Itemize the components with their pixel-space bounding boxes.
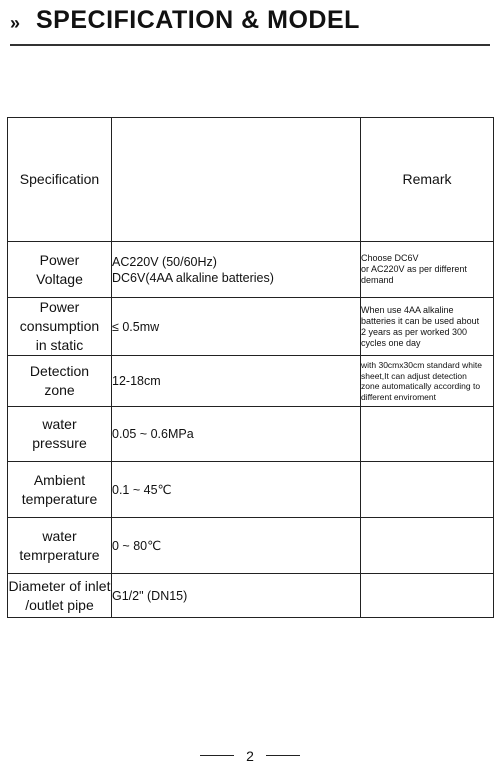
footer-rule-left — [200, 755, 234, 756]
row-remark: When use 4AA alkaline batteries it can be used about 2 years as per worked 300 cycles one day — [361, 298, 494, 356]
row-remark: with 30cmx30cm standard white sheet,It can adjust detection zone automatically according to different enviroment — [361, 356, 494, 407]
table-row-power-consumption — [8, 298, 494, 356]
page-header — [10, 4, 490, 46]
table-header-row — [8, 118, 494, 242]
row-remark — [361, 407, 494, 462]
row-remark — [361, 462, 494, 518]
header-specification: Specification — [8, 118, 112, 242]
page-title: SPECIFICATION & MODEL — [36, 6, 360, 34]
row-remark: Choose DC6V or AC220V as per different demand — [361, 242, 494, 298]
header-remark: Remark — [361, 118, 494, 242]
footer-rule-right — [266, 755, 300, 756]
row-label: Power Voltage — [8, 242, 112, 298]
chevron-icon: » — [10, 13, 19, 33]
row-label: Diameter of inlet /outlet pipe — [8, 574, 112, 618]
table-row-water-pressure — [8, 407, 494, 462]
table-row-power-voltage — [8, 242, 494, 298]
row-value: 12-18cm — [112, 356, 361, 407]
row-label: Power consumption in static — [8, 298, 112, 356]
page-footer — [0, 747, 500, 767]
table-row-pipe-diameter — [8, 574, 494, 618]
specification-table — [7, 117, 494, 618]
table-row-detection-zone — [8, 356, 494, 407]
row-value: AC220V (50/60Hz) DC6V(4AA alkaline batteries) — [112, 242, 361, 298]
row-value: 0.1 ~ 45℃ — [112, 462, 361, 518]
table-row-ambient-temperature — [8, 462, 494, 518]
row-value: 0 ~ 80℃ — [112, 518, 361, 574]
row-label: water pressure — [8, 407, 112, 462]
table-row-water-temperature — [8, 518, 494, 574]
row-remark — [361, 518, 494, 574]
row-value: ≤ 0.5mw — [112, 298, 361, 356]
row-remark — [361, 574, 494, 618]
row-value: G1/2" (DN15) — [112, 574, 361, 618]
page-number: 2 — [246, 747, 254, 764]
row-value: 0.05 ~ 0.6MPa — [112, 407, 361, 462]
row-label: Detection zone — [8, 356, 112, 407]
header-value — [112, 118, 361, 242]
row-label: water temrperature — [8, 518, 112, 574]
row-label: Ambient temperature — [8, 462, 112, 518]
